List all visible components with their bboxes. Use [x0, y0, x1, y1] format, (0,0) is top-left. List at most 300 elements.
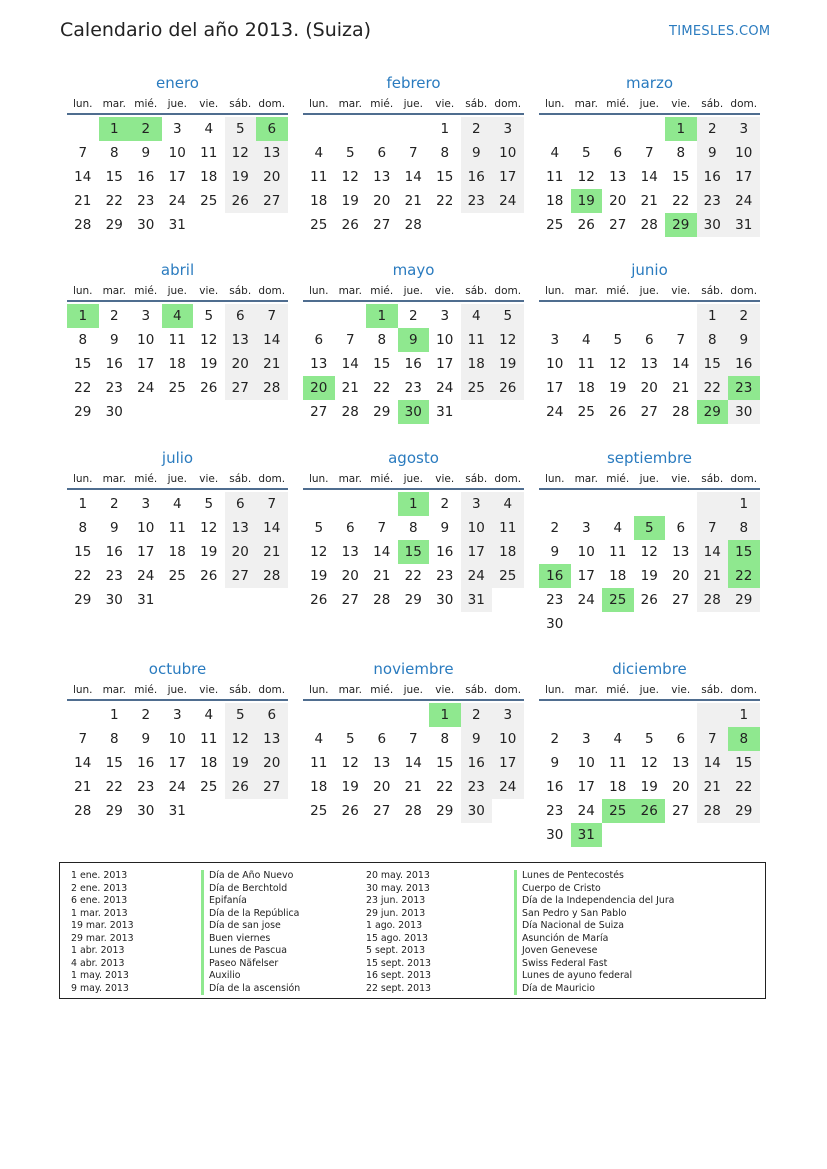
empty-day-cell: [256, 213, 288, 237]
day-cell: 1: [440, 121, 450, 137]
weekday-label: lun.: [544, 684, 565, 696]
day-cell: 13: [341, 544, 359, 560]
weekday-label: vie.: [671, 285, 691, 297]
day-cell: 21: [404, 193, 422, 209]
day-cell: 30: [137, 803, 155, 819]
week-row: [67, 189, 288, 213]
day-cell: 18: [168, 544, 186, 560]
week-row: [303, 141, 524, 165]
weekday-label: sáb.: [701, 98, 724, 110]
day-cell: 25: [602, 588, 634, 612]
day-cell: 17: [728, 165, 760, 189]
day-cell: 24: [168, 779, 186, 795]
day-cell: 22: [436, 193, 454, 209]
day-cell: 20: [256, 165, 288, 189]
day-cell: 7: [78, 145, 88, 161]
empty-day-cell: [539, 703, 571, 727]
legend-date: 9 may. 2013: [71, 982, 129, 994]
day-cell: 27: [310, 404, 328, 420]
day-cell: 21: [256, 540, 288, 564]
day-cell: 7: [644, 145, 654, 161]
weekday-header: [539, 470, 760, 488]
day-cell: 25: [200, 779, 218, 795]
day-cell: 22: [697, 376, 729, 400]
legend-holiday-name: Asunción de María: [514, 933, 674, 946]
weekday-label: sáb.: [465, 473, 488, 485]
empty-day-cell: [634, 823, 666, 847]
day-cell: 23: [105, 380, 123, 396]
legend-date: 23 jun. 2013: [366, 895, 426, 906]
weekday-label: lun.: [308, 98, 329, 110]
day-cell: 16: [461, 751, 493, 775]
empty-day-cell: [492, 588, 524, 612]
day-cell: 11: [200, 145, 218, 161]
day-cell: 3: [172, 707, 182, 723]
day-cell: 23: [728, 376, 760, 400]
week-row: [303, 751, 524, 775]
day-cell: 6: [377, 731, 387, 747]
day-cell: 20: [609, 193, 627, 209]
week-row: [303, 213, 524, 237]
empty-day-cell: [225, 799, 257, 823]
day-cell: 4: [550, 145, 560, 161]
header-rule: [303, 488, 524, 490]
weekday-label: dom.: [730, 473, 758, 485]
week-row: [67, 727, 288, 751]
day-cell: 24: [461, 564, 493, 588]
day-cell: 2: [109, 496, 119, 512]
day-cell: 4: [314, 731, 324, 747]
header-rule: [539, 488, 760, 490]
day-cell: 11: [492, 516, 524, 540]
day-cell: 3: [461, 492, 493, 516]
empty-day-cell: [461, 400, 493, 424]
legend-date: 1 abr. 2013: [71, 945, 125, 956]
week-row: [67, 588, 288, 612]
day-cell: 13: [672, 755, 690, 771]
day-cell: 1: [398, 492, 430, 516]
weekday-label: dom.: [494, 684, 522, 696]
legend-holiday-name: Día de Año Nuevo: [201, 870, 300, 883]
day-cell: 10: [137, 520, 155, 536]
day-cell: 28: [697, 588, 729, 612]
day-cell: 31: [571, 823, 603, 847]
weekday-label: mié.: [134, 98, 158, 110]
day-cell: 20: [225, 352, 257, 376]
legend-holiday-name: Epifanía: [201, 895, 300, 908]
empty-day-cell: [602, 117, 634, 141]
day-cell: 23: [546, 803, 564, 819]
day-cell: 20: [640, 380, 658, 396]
day-cell: 9: [109, 520, 119, 536]
day-cell: 12: [200, 332, 218, 348]
weekday-label: vie.: [199, 473, 219, 485]
legend-date: 1 may. 2013: [71, 970, 129, 981]
day-cell: 15: [105, 755, 123, 771]
day-cell: 20: [303, 376, 335, 400]
day-cell: 9: [697, 141, 729, 165]
header-rule: [303, 699, 524, 701]
week-row: [303, 376, 524, 400]
day-cell: 27: [341, 592, 359, 608]
day-cell: 24: [577, 592, 595, 608]
weekday-label: lun.: [308, 684, 329, 696]
day-cell: 27: [225, 564, 257, 588]
day-cell: 26: [341, 803, 359, 819]
day-cell: 13: [672, 544, 690, 560]
weekday-label: mié.: [606, 285, 630, 297]
header-rule: [67, 488, 288, 490]
day-cell: 6: [345, 520, 355, 536]
day-cell: 22: [74, 380, 92, 396]
day-cell: 31: [137, 592, 155, 608]
week-row: [303, 727, 524, 751]
day-cell: 22: [373, 380, 391, 396]
empty-day-cell: [634, 492, 666, 516]
day-cell: 30: [461, 799, 493, 823]
day-cell: 18: [546, 193, 564, 209]
day-cell: 24: [492, 775, 524, 799]
legend-holiday-name: Lunes de ayuno federal: [514, 970, 674, 983]
weekday-label: dom.: [258, 98, 286, 110]
day-cell: 19: [341, 193, 359, 209]
day-cell: 29: [74, 404, 92, 420]
day-cell: 23: [697, 189, 729, 213]
day-cell: 2: [141, 707, 151, 723]
day-cell: 23: [105, 568, 123, 584]
week-row: [539, 117, 760, 141]
day-cell: 2: [461, 703, 493, 727]
day-cell: 16: [105, 544, 123, 560]
weekday-label: mié.: [370, 285, 394, 297]
day-cell: 4: [613, 731, 623, 747]
day-cell: 21: [256, 352, 288, 376]
day-cell: 29: [728, 799, 760, 823]
day-cell: 13: [373, 755, 391, 771]
day-cell: 26: [640, 592, 658, 608]
day-cell: 14: [404, 169, 422, 185]
day-cell: 13: [609, 169, 627, 185]
weekday-label: jue.: [167, 684, 187, 696]
week-row: [67, 703, 288, 727]
week-row: [67, 213, 288, 237]
day-cell: 18: [200, 755, 218, 771]
day-cell: 19: [310, 568, 328, 584]
weekday-label: sáb.: [465, 98, 488, 110]
day-cell: 8: [728, 727, 760, 751]
day-cell: 19: [609, 380, 627, 396]
day-cell: 2: [697, 117, 729, 141]
day-cell: 23: [137, 779, 155, 795]
day-cell: 12: [341, 755, 359, 771]
month-mayo: [303, 260, 524, 424]
day-cell: 19: [571, 189, 603, 213]
day-cell: 16: [461, 165, 493, 189]
day-cell: 10: [577, 755, 595, 771]
weekday-label: mié.: [370, 684, 394, 696]
week-row: [539, 304, 760, 328]
legend-date: 29 mar. 2013: [71, 932, 134, 944]
legend-names-right: [514, 870, 674, 995]
day-cell: 6: [676, 520, 686, 536]
day-cell: 24: [137, 568, 155, 584]
day-cell: 6: [314, 332, 324, 348]
day-cell: 1: [109, 707, 119, 723]
empty-day-cell: [193, 799, 225, 823]
legend-date: 29 jun. 2013: [366, 907, 426, 919]
week-row: [539, 564, 760, 588]
month-name: septiembre: [606, 449, 693, 467]
day-cell: 12: [225, 141, 257, 165]
day-cell: 18: [609, 779, 627, 795]
week-row: [539, 328, 760, 352]
day-cell: 15: [398, 540, 430, 564]
weekday-label: lun.: [544, 285, 565, 297]
day-cell: 9: [461, 727, 493, 751]
week-row: [539, 352, 760, 376]
week-row: [67, 492, 288, 516]
weekday-header: [303, 282, 524, 300]
day-cell: 11: [461, 328, 493, 352]
day-cell: 10: [436, 332, 454, 348]
month-name: febrero: [386, 74, 441, 92]
week-row: [303, 799, 524, 823]
day-cell: 14: [74, 169, 92, 185]
month-junio: [539, 260, 760, 424]
week-row: [303, 165, 524, 189]
day-cell: 28: [341, 404, 359, 420]
day-cell: 26: [200, 568, 218, 584]
day-cell: 16: [137, 755, 155, 771]
weekday-label: dom.: [730, 684, 758, 696]
empty-day-cell: [256, 588, 288, 612]
week-row: [67, 141, 288, 165]
day-cell: 30: [398, 400, 430, 424]
day-cell: 19: [200, 544, 218, 560]
empty-day-cell: [602, 304, 634, 328]
day-cell: 20: [373, 779, 391, 795]
day-cell: 15: [697, 352, 729, 376]
day-cell: 3: [550, 332, 560, 348]
day-cell: 20: [256, 751, 288, 775]
week-row: [539, 588, 760, 612]
day-cell: 12: [640, 544, 658, 560]
legend-holiday-name: Paseo Näfelser: [201, 958, 300, 971]
day-cell: 11: [609, 755, 627, 771]
day-cell: 24: [546, 404, 564, 420]
day-cell: 11: [546, 169, 564, 185]
day-cell: 7: [676, 332, 686, 348]
month-julio: [67, 448, 288, 612]
day-cell: 27: [640, 404, 658, 420]
day-cell: 12: [200, 520, 218, 536]
empty-day-cell: [256, 799, 288, 823]
day-cell: 6: [644, 332, 654, 348]
empty-day-cell: [571, 304, 603, 328]
day-cell: 5: [644, 731, 654, 747]
day-cell: 11: [168, 332, 186, 348]
day-cell: 2: [109, 308, 119, 324]
legend-holiday-name: Joven Genevese: [514, 945, 674, 958]
day-cell: 12: [492, 328, 524, 352]
empty-day-cell: [665, 612, 697, 636]
day-cell: 8: [676, 145, 686, 161]
day-cell: 25: [200, 193, 218, 209]
brand-link[interactable]: TIMESLES.COM: [669, 24, 771, 39]
day-cell: 1: [78, 496, 88, 512]
day-cell: 8: [440, 145, 450, 161]
day-cell: 17: [546, 380, 564, 396]
week-row: [67, 376, 288, 400]
day-cell: 25: [168, 380, 186, 396]
day-cell: 9: [440, 520, 450, 536]
day-cell: 26: [310, 592, 328, 608]
day-cell: 15: [728, 751, 760, 775]
day-cell: 17: [577, 568, 595, 584]
day-cell: 5: [225, 117, 257, 141]
day-cell: 28: [640, 217, 658, 233]
day-cell: 14: [640, 169, 658, 185]
legend-holiday-name: Día de la República: [201, 908, 300, 921]
empty-day-cell: [461, 213, 493, 237]
day-cell: 17: [436, 356, 454, 372]
month-name: diciembre: [612, 660, 687, 678]
day-cell: 14: [256, 328, 288, 352]
day-cell: 3: [172, 121, 182, 137]
month-abril: [67, 260, 288, 424]
day-cell: 1: [67, 304, 99, 328]
empty-day-cell: [634, 117, 666, 141]
empty-day-cell: [634, 304, 666, 328]
day-cell: 28: [256, 564, 288, 588]
week-row: [539, 141, 760, 165]
week-row: [303, 304, 524, 328]
weekday-label: mar.: [102, 684, 126, 696]
day-cell: 9: [461, 141, 493, 165]
day-cell: 13: [640, 356, 658, 372]
day-cell: 29: [697, 400, 729, 424]
day-cell: 16: [404, 356, 422, 372]
weekday-label: lun.: [72, 473, 93, 485]
day-cell: 13: [256, 141, 288, 165]
day-cell: 4: [204, 707, 214, 723]
day-cell: 2: [550, 520, 560, 536]
day-cell: 2: [440, 496, 450, 512]
empty-day-cell: [539, 492, 571, 516]
empty-day-cell: [366, 703, 398, 727]
day-cell: 14: [404, 755, 422, 771]
legend-date: 1 ago. 2013: [366, 920, 423, 931]
day-cell: 24: [137, 380, 155, 396]
weekday-label: mar.: [102, 98, 126, 110]
day-cell: 1: [665, 117, 697, 141]
weekday-header: [303, 470, 524, 488]
day-cell: 15: [436, 755, 454, 771]
empty-day-cell: [335, 304, 367, 328]
weekday-label: vie.: [435, 684, 455, 696]
legend-holiday-name: Día de la Independencia del Jura: [514, 895, 674, 908]
day-cell: 25: [577, 404, 595, 420]
empty-day-cell: [571, 117, 603, 141]
header-rule: [67, 300, 288, 302]
day-cell: 14: [256, 516, 288, 540]
empty-day-cell: [303, 117, 335, 141]
legend-holiday-name: San Pedro y San Pablo: [514, 908, 674, 921]
holiday-legend: [59, 862, 766, 999]
weekday-label: jue.: [403, 684, 423, 696]
legend-holiday-name: Día de Berchtold: [201, 883, 300, 896]
empty-day-cell: [366, 492, 398, 516]
day-cell: 30: [728, 400, 760, 424]
month-name: noviembre: [373, 660, 454, 678]
day-cell: 2: [550, 731, 560, 747]
day-cell: 14: [373, 544, 391, 560]
day-cell: 22: [728, 564, 760, 588]
day-cell: 18: [310, 193, 328, 209]
empty-day-cell: [602, 492, 634, 516]
week-row: [67, 775, 288, 799]
day-cell: 7: [697, 727, 729, 751]
day-cell: 7: [408, 731, 418, 747]
empty-day-cell: [728, 823, 760, 847]
day-cell: 19: [225, 751, 257, 775]
day-cell: 15: [105, 169, 123, 185]
day-cell: 15: [728, 540, 760, 564]
day-cell: 21: [74, 779, 92, 795]
page-title: Calendario del año 2013. (Suiza): [60, 19, 372, 41]
empty-day-cell: [697, 703, 729, 727]
day-cell: 22: [436, 779, 454, 795]
day-cell: 3: [141, 308, 151, 324]
empty-day-cell: [303, 703, 335, 727]
month-name: enero: [156, 74, 199, 92]
day-cell: 15: [373, 356, 391, 372]
day-cell: 21: [373, 568, 391, 584]
day-cell: 12: [341, 169, 359, 185]
day-cell: 8: [697, 328, 729, 352]
day-cell: 13: [256, 727, 288, 751]
weekday-label: dom.: [258, 684, 286, 696]
month-octubre: [67, 659, 288, 823]
empty-day-cell: [492, 213, 524, 237]
legend-holiday-name: Día de la ascensión: [201, 983, 300, 996]
weekday-label: mar.: [574, 98, 598, 110]
empty-day-cell: [602, 823, 634, 847]
day-cell: 16: [728, 352, 760, 376]
day-cell: 21: [404, 779, 422, 795]
weekday-label: mié.: [134, 285, 158, 297]
day-cell: 11: [168, 520, 186, 536]
weekday-label: lun.: [72, 285, 93, 297]
weekday-label: dom.: [494, 285, 522, 297]
day-cell: 21: [640, 193, 658, 209]
empty-day-cell: [193, 213, 225, 237]
empty-day-cell: [67, 117, 99, 141]
day-cell: 3: [728, 117, 760, 141]
day-cell: 13: [373, 169, 391, 185]
week-row: [539, 540, 760, 564]
week-row: [303, 588, 524, 612]
day-cell: 6: [613, 145, 623, 161]
weekday-label: sáb.: [229, 98, 252, 110]
empty-day-cell: [193, 400, 225, 424]
day-cell: 19: [341, 779, 359, 795]
month-noviembre: [303, 659, 524, 823]
empty-day-cell: [256, 400, 288, 424]
month-enero: [67, 73, 288, 237]
day-cell: 31: [436, 404, 454, 420]
legend-dates-left: [71, 870, 134, 995]
